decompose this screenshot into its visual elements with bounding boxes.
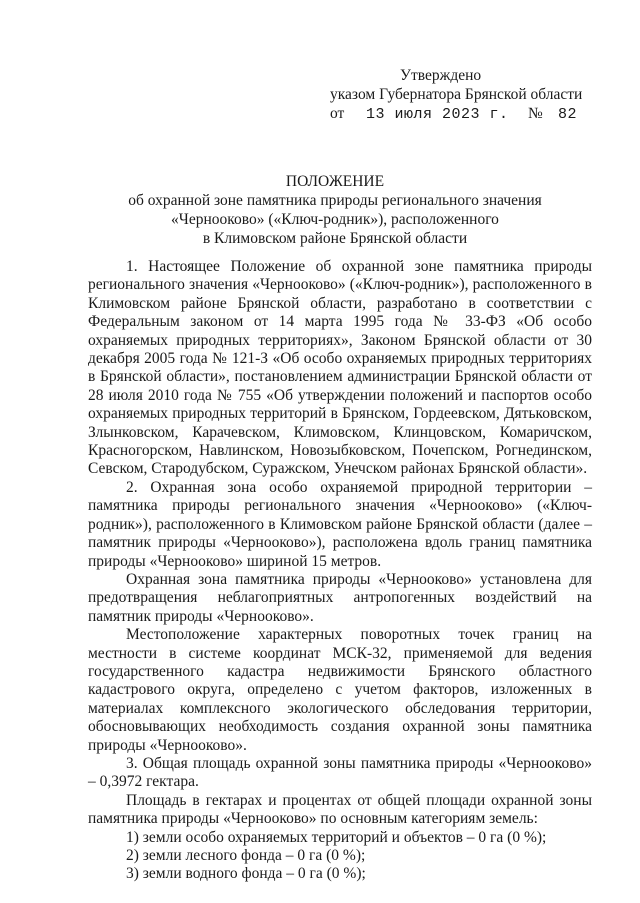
approval-number-label: № [528,105,543,122]
approval-stamp [330,66,610,124]
title-line-2: «Чернооково» («Ключ-родник»), расположенного [171,211,499,228]
land-category-item-2: 2) земли лесного фонда – 0 га (0 %); [126,847,366,864]
land-category-item-1: 1) земли особо охраняемых территорий и объектов – 0 га (0 %); [126,828,547,846]
paragraph-2: 2. Охранная зона особо охраняемой природной территории – памятника природы регионального значения «Чернооково» («Ключ-родник»), расположенного в Климовском районе Брянской области (далее – памятник природы «Чернооково»), расположена вдоль границ памятника природы «Чернооково» шириной 15 метров. [88,478,592,570]
paragraph-5: 3. Общая площадь охранной зоны памятника природы «Чернооково» – 0,3972 гектара. [88,754,592,791]
title-line-3: в Климовском районе Брянской области [202,230,468,247]
approval-date: 13 июля 2023 г. [366,106,509,123]
approval-title: Утверждено [400,67,482,84]
document-title [80,172,590,248]
title-heading: ПОЛОЖЕНИЕ [285,173,385,190]
land-category-item-3: 3) земли водного фонда – 0 га (0 %); [126,865,366,883]
approval-issuer: указом Губернатора Брянской области [330,86,583,103]
title-line-1: об охранной зоне памятника природы регионального значения [128,192,542,209]
paragraph-6: Площадь в гектарах и процентах от общей площади охранной зоны памятника природы «Чернооково» по основным категориям земель: [88,791,592,828]
approval-from-label: от [330,105,345,122]
document-body [88,258,592,884]
approval-number: 82 [558,106,578,123]
approval-date-line [330,104,610,124]
paragraph-4: Местоположение характерных поворотных точек границ на местности в системе координат МСК-32, применяемой для ведения государственного кадастра недвижимости Брянского областного кадастрового округа, определено с учетом факторов, изложенных в материалах комплексного экологического обследования территории, обосновывающих необходимость создания охранной зоны памятника природы «Чернооково». [88,626,592,754]
paragraph-1: 1. Настоящее Положение об охранной зоне памятника природы регионального значения «Чернооково» («Ключ-родник»), расположенного в Климовском районе Брянской области, разработано в соответствии с Федеральным законом от 14 марта 1995 года № 33-ФЗ «Об особо охраняемых природных территориях», Законом Брянской области от 30 декабря 2005 года № 121-З «Об особо охраняемых природных территориях в Брянской области», постановлением администрации Брянской области от 28 июля 2010 года № 755 «Об утверждении положений и паспортов особо охраняемых природных территорий в Брянском, Гордеевском, Дятьковском, Злынковском, Карачевском, Климовском, Клинцовском, Комаричском, Красногорском, Навлинском, Новозыбковском, Почепском, Рогнединском, Севском, Стародубском, Суражском, Унечском районах Брянской области». [88,258,592,478]
paragraph-3: Охранная зона памятника природы «Чернооково» установлена для предотвращения неблагоприятных антропогенных воздействий на памятник природы «Чернооково». [88,570,592,625]
